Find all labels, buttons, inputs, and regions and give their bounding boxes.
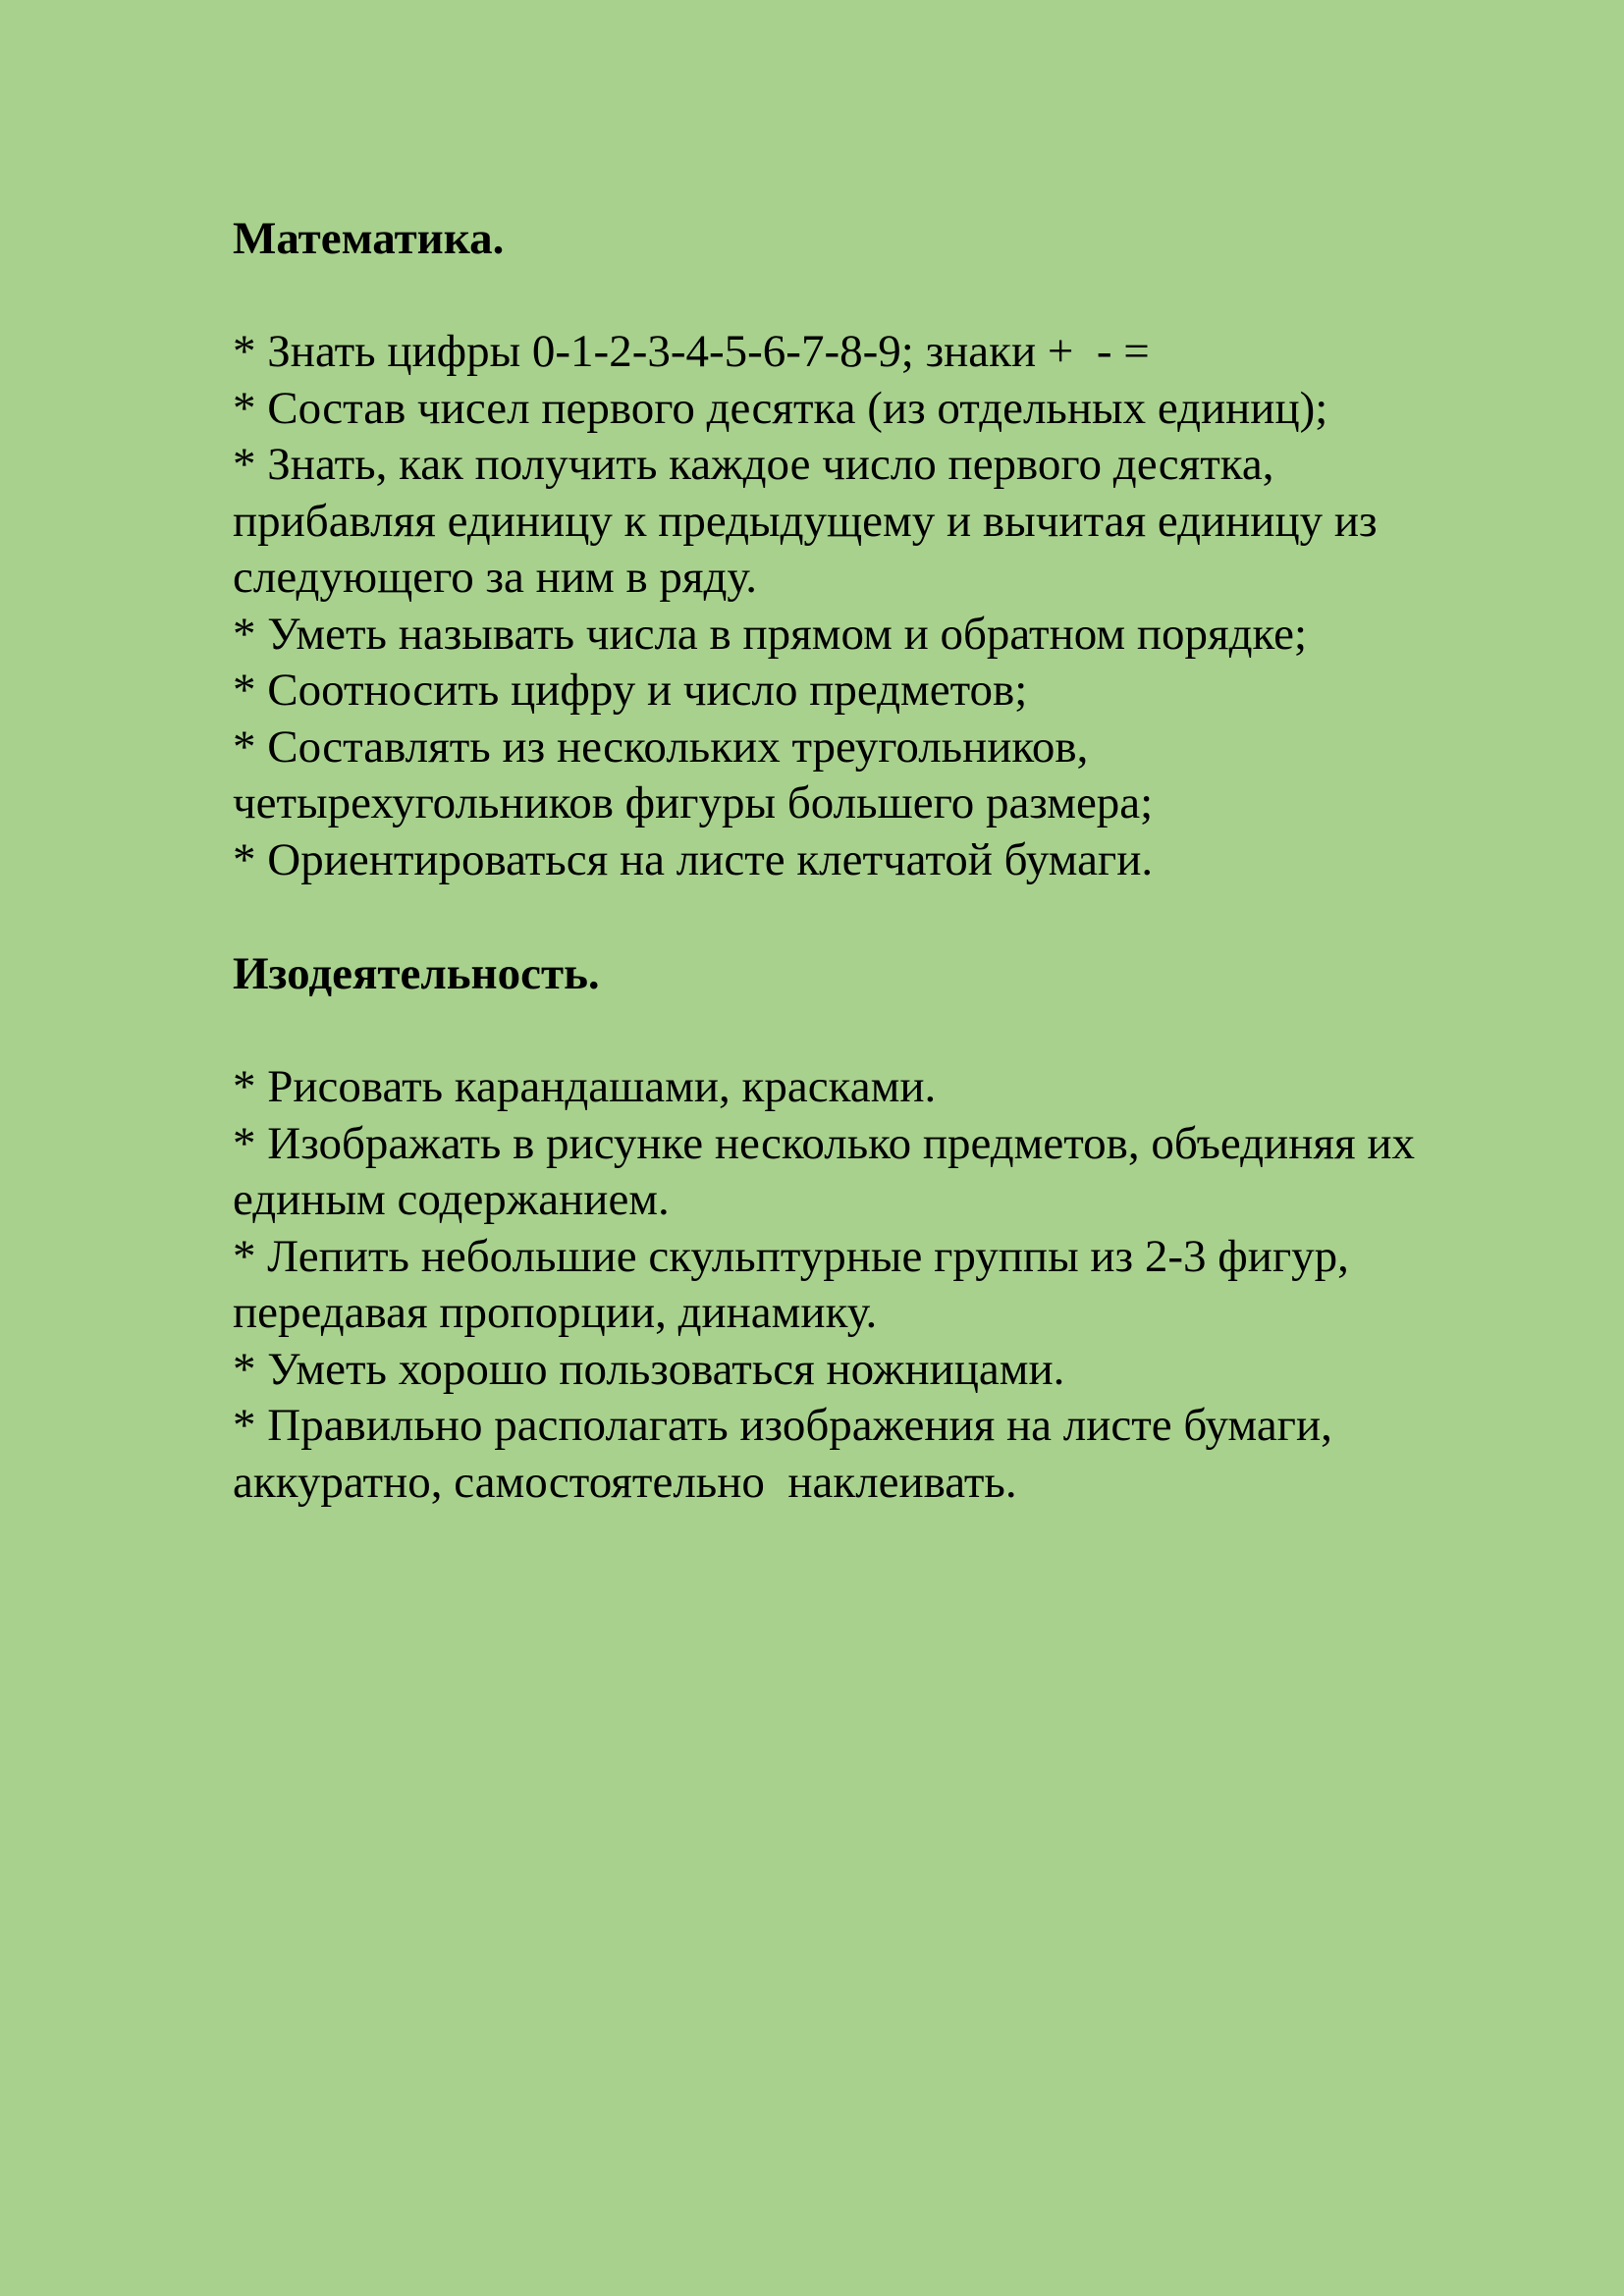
text-line: следующего за ним в ряду. — [233, 552, 757, 603]
text-line: * Знать цифры 0-1-2-3-4-5-6-7-8-9; знаки + - = — [233, 326, 1150, 377]
text-line: * Рисовать карандашами, красками. — [233, 1061, 937, 1112]
text-line: * Изображать в рисунке несколько предметов, объединяя их — [233, 1117, 1415, 1169]
text-line: четырехугольников фигуры большего размера; — [233, 777, 1154, 828]
text-line: передавая пропорции, динамику. — [233, 1287, 878, 1338]
text-line: * Знать, как получить каждое число первого десятка, — [233, 439, 1274, 490]
section-gap — [233, 888, 1548, 945]
text-line: * Ориентироваться на листе клетчатой бумаги. — [233, 833, 1154, 885]
section-title-math: Математика. — [233, 213, 505, 264]
text-line: * Состав чисел первого десятка (из отдельных единиц); — [233, 382, 1328, 434]
document-content — [233, 210, 1548, 1511]
text-line: единым содержанием. — [233, 1174, 670, 1225]
text-line: * Уметь называть числа в прямом и обратном порядке; — [233, 608, 1308, 660]
title-spacer — [233, 267, 1548, 324]
section-title-art: Изодеятельность. — [233, 948, 600, 999]
text-line: * Уметь хорошо пользоваться ножницами. — [233, 1343, 1065, 1395]
text-line: прибавляя единицу к предыдущему и вычитая единицу из — [233, 495, 1378, 547]
section-art — [233, 945, 1548, 1511]
text-line: * Лепить небольшие скульптурные группы из 2-3 фигур, — [233, 1230, 1349, 1282]
text-line: * Составлять из нескольких треугольников, — [233, 721, 1089, 773]
section-math — [233, 210, 1548, 888]
text-line: аккуратно, самостоятельно наклеивать. — [233, 1456, 1017, 1508]
text-line: * Правильно располагать изображения на листе бумаги, — [233, 1400, 1332, 1451]
title-spacer — [233, 1002, 1548, 1059]
text-line: * Соотносить цифру и число предметов; — [233, 665, 1028, 716]
